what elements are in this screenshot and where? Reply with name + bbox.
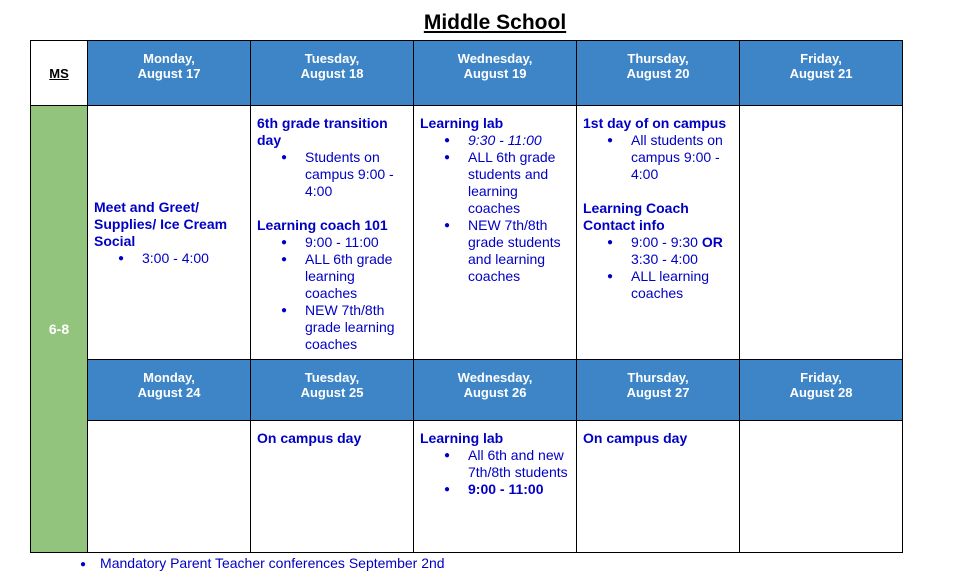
cell-mon-24 (88, 421, 251, 553)
list-item: ● ALL 6th grade learning coaches (305, 251, 407, 302)
day-header-tue-25 (251, 360, 414, 421)
list-item: ● NEW 7th/8th grade learning coaches (305, 302, 407, 353)
list-item: ● NEW 7th/8th grade students and learning coaches (468, 217, 570, 285)
event-list (583, 132, 733, 183)
time-text: 9:00 - 9:30 (631, 234, 702, 250)
list-item: ● All students on campus 9:00 - 4:00 (631, 132, 733, 183)
list-item: ● 3:00 - 4:00 (142, 250, 244, 267)
schedule-table (30, 40, 903, 553)
day-date: August 27 (626, 385, 690, 400)
event-heading: Learning lab (420, 430, 504, 446)
day-name: Wednesday, (457, 51, 533, 66)
day-date: August 28 (789, 385, 853, 400)
event-list (94, 250, 244, 267)
day-header-thu-27 (577, 360, 740, 421)
footer-note (80, 555, 445, 571)
event-heading: On campus day (583, 430, 688, 446)
day-header-mon-24 (88, 360, 251, 421)
day-date: August 18 (300, 66, 364, 81)
cell-thu-27 (577, 421, 740, 553)
day-name: Wednesday, (457, 370, 533, 385)
week1-content-row (31, 106, 903, 360)
cell-tue-25 (251, 421, 414, 553)
day-date: August 17 (137, 66, 201, 81)
event-list (420, 132, 570, 285)
day-name: Friday, (800, 51, 842, 66)
cell-mon-17 (88, 106, 251, 360)
event-heading: Meet and Greet/ Supplies/ Ice Cream Social (94, 198, 228, 249)
day-name: Thursday, (627, 51, 689, 66)
day-date: August 21 (789, 66, 853, 81)
event-heading: Learning Coach Contact info (583, 200, 689, 233)
cell-fri-21 (740, 106, 903, 360)
list-item (468, 481, 570, 498)
list-item: ● 9:00 - 11:00 (305, 234, 407, 251)
event-heading: On campus day (257, 430, 362, 446)
grade-label: 6-8 (31, 106, 88, 553)
bullet-icon: ● (80, 559, 87, 570)
event-list (257, 234, 407, 353)
week2-content-row (31, 421, 903, 553)
day-header-wed-26 (414, 360, 577, 421)
day-name: Monday, (143, 370, 195, 385)
time-text: 3:30 - 4:00 (631, 251, 698, 267)
event-heading: Learning lab (420, 115, 504, 131)
day-header-fri-21 (740, 41, 903, 106)
day-header-fri-28 (740, 360, 903, 421)
list-item (468, 132, 570, 149)
day-date: August 19 (463, 66, 527, 81)
day-header-mon-17 (88, 41, 251, 106)
week1-header-row (31, 41, 903, 106)
event-heading: 1st day of on campus (583, 115, 727, 131)
day-name: Thursday, (627, 370, 689, 385)
day-name: Monday, (143, 51, 195, 66)
cell-wed-19 (414, 106, 577, 360)
cell-fri-28 (740, 421, 903, 553)
event-list (420, 447, 570, 498)
list-item: ● ALL learning coaches (631, 268, 733, 302)
day-header-tue-18 (251, 41, 414, 106)
event-list (583, 234, 733, 302)
list-item (631, 234, 733, 268)
list-item: ● All 6th and new 7th/8th students (468, 447, 570, 481)
day-name: Friday, (800, 370, 842, 385)
list-item: ● ALL 6th grade students and learning coaches (468, 149, 570, 217)
day-date: August 20 (626, 66, 690, 81)
list-item: ● Students on campus 9:00 - 4:00 (305, 149, 407, 200)
day-date: August 24 (137, 385, 201, 400)
event-heading: Learning coach 101 (257, 217, 388, 233)
day-date: August 25 (300, 385, 364, 400)
cell-tue-18 (251, 106, 414, 360)
or-text: OR (701, 234, 723, 250)
event-heading: 6th grade transition day (257, 115, 388, 148)
corner-label: MS (31, 41, 88, 106)
footer-text: Mandatory Parent Teacher conferences September 2nd (100, 555, 445, 571)
day-name: Tuesday, (304, 370, 360, 385)
cell-wed-26 (414, 421, 577, 553)
week2-header-row (31, 360, 903, 421)
day-header-wed-19 (414, 41, 577, 106)
day-date: August 26 (463, 385, 527, 400)
day-header-thu-20 (577, 41, 740, 106)
event-list (257, 149, 407, 200)
page-title: Middle School (423, 11, 567, 34)
time-text: 9:00 - 11:00 (468, 481, 544, 497)
time-text: 9:30 - 11:00 (468, 132, 542, 148)
day-name: Tuesday, (304, 51, 360, 66)
cell-thu-20 (577, 106, 740, 360)
